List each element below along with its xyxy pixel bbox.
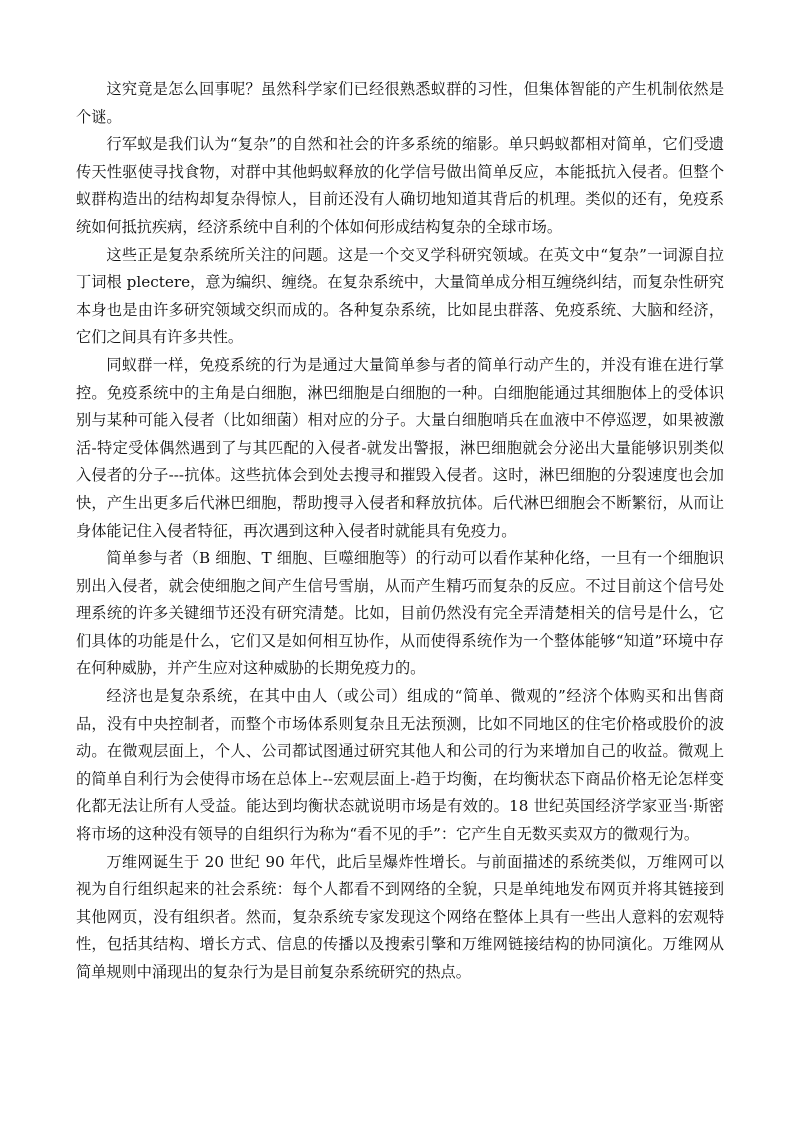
paragraph-4: 同蚁群一样，免疫系统的行为是通过大量简单参与者的简单行动产生的，并没有谁在进行掌控。免疫系统中的主角是白细胞，淋巴细胞是白细胞的一种。白细胞能通过其细胞体上的受体识别与某种可能入侵者（比如细菌）相对应的分子。大量白细胞哨兵在血液中不停巡逻，如果被激活-特定受体偶然遇到了与其匹配的入侵者-就发出警报，淋巴细胞就会分泌出大量能够识别类似入侵者的分子---抗体。这些抗体会到处去搜寻和摧毁入侵者。这时，淋巴细胞的分裂速度也会加快，产生出更多后代淋巴细胞，帮助搜寻入侵者和释放抗体。后代淋巴细胞会不断繁衍，从而让身体能记住入侵者特征，再次遇到这种入侵者时就能具有免疫力。 — [76, 355, 724, 540]
document-body — [76, 76, 724, 987]
paragraph-3: 这些正是复杂系统所关注的问题。这是一个交叉学科研究领域。在英文中“复杂”一词源自拉丁词根 plectere，意为编织、缠绕。在复杂系统中，大量简单成分相互缠绕纠结，而复杂性研究本身也是由许多研究领域交织而成的。各种复杂系统，比如昆虫群落、免疫系统、大脑和经济，它们之间具有许多共性。 — [76, 245, 724, 347]
paragraph-5: 简单参与者（B 细胞、T 细胞、巨噬细胞等）的行动可以看作某种化络，一旦有一个细胞识别出入侵者，就会使细胞之间产生信号雪崩，从而产生精巧而复杂的反应。不过目前这个信号处理系统的许多关键细节还没有研究清楚。比如，目前仍然没有完全弄清楚相关的信号是什么，它们具体的功能是什么，它们又是如何相互协作，从而使得系统作为一个整体能够“知道”环境中存在何种威胁，并产生应对这种威胁的长期免疫力的。 — [76, 549, 724, 678]
paragraph-6: 经济也是复杂系统，在其中由人（或公司）组成的“简单、微观的”经济个体购买和出售商品，没有中央控制者，而整个市场体系则复杂且无法预测，比如不同地区的住宅价格或股价的波动。在微观层面上，个人、公司都试图通过研究其他人和公司的行为来增加自己的收益。微观上的简单自利行为会使得市场在总体上--宏观层面上-趋于均衡，在均衡状态下商品价格无论怎样变化都无法让所有人受益。能达到均衡状态就说明市场是有效的。18 世纪英国经济学家亚当·斯密将市场的这种没有领导的自组织行为称为“看不见的手”：它产生自无数买卖双方的微观行为。 — [76, 687, 724, 844]
paragraph-2: 行军蚁是我们认为“复杂”的自然和社会的许多系统的缩影。单只蚂蚁都相对简单，它们受遗传天性驱使寻找食物，对群中其他蚂蚁释放的化学信号做出简单反应，本能抵抗入侵者。但整个蚁群构造出的结构却复杂得惊人，目前还没有人确切地知道其背后的机理。类似的还有，免疫系统如何抵抗疾病，经济系统中自利的个体如何形成结构复杂的全球市场。 — [76, 135, 724, 236]
paragraph-7: 万维网诞生于 20 世纪 90 年代，此后呈爆炸性增长。与前面描述的系统类似，万维网可以视为自行组织起来的社会系统：每个人都看不到网络的全貌，只是单纯地发布网页并将其链接到其他网页，没有组织者。然而，复杂系统专家发现这个网络在整体上具有一些出人意料的宏观特性，包括其结构、增长方式、信息的传播以及搜索引擎和万维网链接结构的协同演化。万维网从简单规则中涌现出的复杂行为是目前复杂系统研究的热点。 — [76, 852, 724, 981]
paragraph-1: 这究竟是怎么回事呢？虽然科学家们已经很熟悉蚁群的习性，但集体智能的产生机制依然是个谜。 — [76, 80, 724, 126]
